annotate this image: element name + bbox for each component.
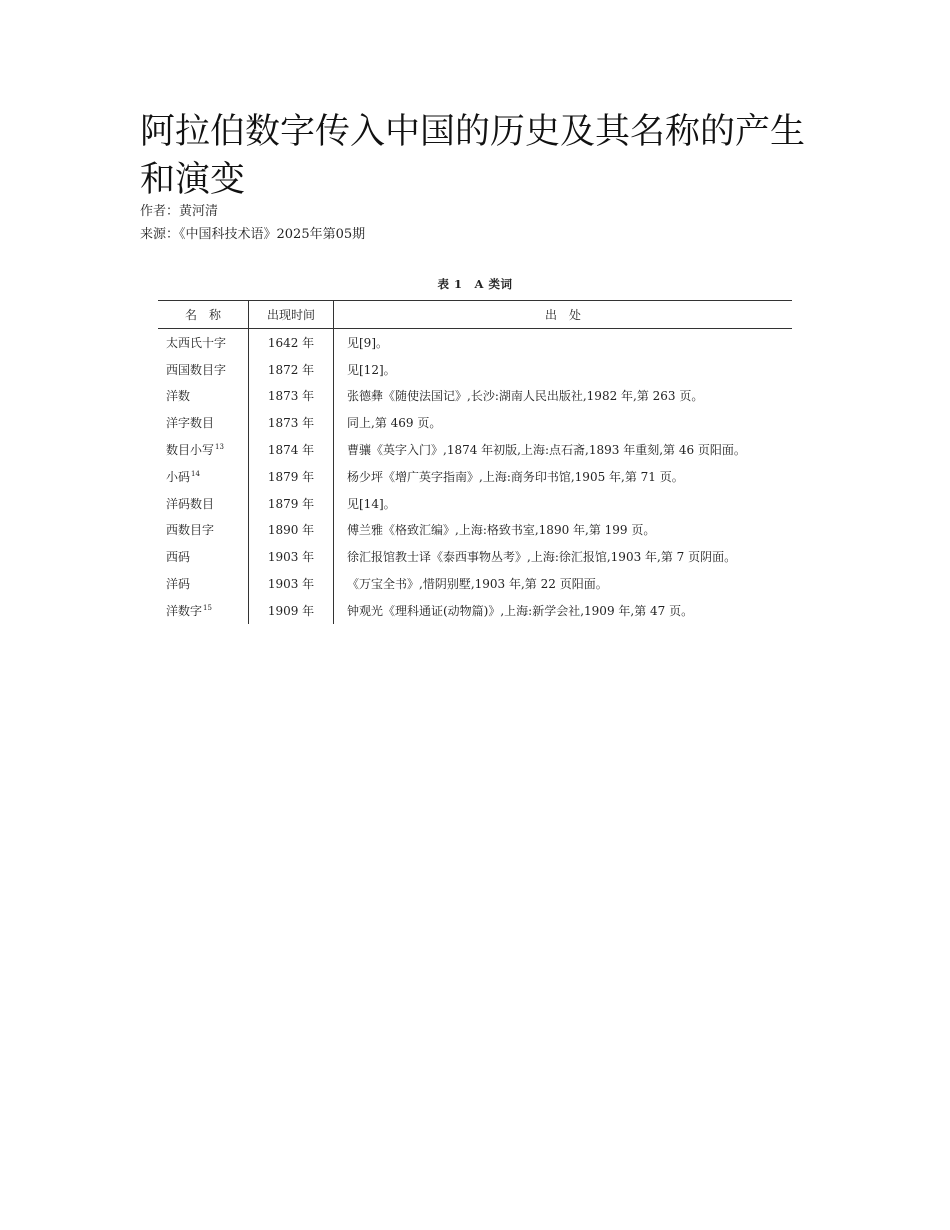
- term-name: 洋码数目: [166, 496, 215, 511]
- table-row: [158, 543, 792, 570]
- cell-name: [158, 409, 249, 436]
- term-name: 洋数字: [166, 603, 203, 618]
- term-name: 洋数: [166, 389, 191, 404]
- cell-year: 1879 年: [249, 463, 334, 490]
- cell-name: [158, 570, 249, 597]
- table-figure: [158, 272, 792, 624]
- cell-name: [158, 329, 249, 356]
- cell-year: 1642 年: [249, 329, 334, 356]
- cell-year: 1874 年: [249, 436, 334, 463]
- table-row: [158, 329, 792, 356]
- article-title: 阿拉伯数字传入中国的历史及其名称的产生和演变: [140, 112, 806, 200]
- footnote-marker: 13: [215, 443, 224, 452]
- term-name: 西数目字: [166, 523, 215, 538]
- footnote-marker: 14: [191, 469, 200, 478]
- header-name: 名 称: [158, 301, 249, 329]
- cell-year: 1873 年: [249, 409, 334, 436]
- cell-source: 同上,第 469 页。: [347, 416, 442, 431]
- table-row: [158, 490, 792, 517]
- header-source: 出 处: [334, 301, 793, 329]
- term-name: 小码: [166, 469, 191, 484]
- cell-source: 钟观光《理科通证(动物篇)》,上海:新学会社,1909 年,第 47 页。: [347, 603, 694, 618]
- table-row: [158, 463, 792, 490]
- cell-name: [158, 517, 249, 544]
- cell-name: [158, 436, 249, 463]
- cell-source: 杨少坪《增广英字指南》,上海:商务印书馆,1905 年,第 71 页。: [347, 469, 684, 484]
- cell-name: [158, 543, 249, 570]
- table-row: [158, 383, 792, 410]
- cell-year: 1903 年: [249, 570, 334, 597]
- term-name: 洋码: [166, 577, 191, 592]
- table-caption: 表 1 A 类词: [437, 277, 513, 291]
- table-row: [158, 356, 792, 383]
- article-source: 来源：《中国科技术语》2025年第05期: [140, 227, 366, 242]
- terms-table: [158, 300, 792, 624]
- term-name: 西国数目字: [166, 362, 227, 377]
- cell-source: 见[9]。: [347, 335, 388, 350]
- cell-source: 《万宝全书》,惜阴别墅,1903 年,第 22 页阳面。: [347, 577, 608, 592]
- cell-year: 1872 年: [249, 356, 334, 383]
- table-header-row: [158, 301, 792, 329]
- term-name: 洋字数目: [166, 416, 215, 431]
- cell-name: [158, 490, 249, 517]
- cell-source: 傅兰雅《格致汇编》,上海:格致书室,1890 年,第 199 页。: [347, 523, 656, 538]
- cell-year: 1909 年: [249, 597, 334, 624]
- cell-name: [158, 383, 249, 410]
- cell-source: 徐汇报馆教士译《泰西事物丛考》,上海:徐汇报馆,1903 年,第 7 页阴面。: [347, 550, 737, 565]
- cell-source: 见[14]。: [347, 496, 396, 511]
- table-row: [158, 597, 792, 624]
- term-name: 数目小写: [166, 443, 215, 458]
- cell-year: 1903 年: [249, 543, 334, 570]
- table-row: [158, 517, 792, 544]
- cell-name: [158, 463, 249, 490]
- table-row: [158, 409, 792, 436]
- header-year: 出现时间: [249, 301, 334, 329]
- cell-year: 1879 年: [249, 490, 334, 517]
- term-name: 太西氏十字: [166, 335, 227, 350]
- cell-year: 1890 年: [249, 517, 334, 544]
- cell-source: 曹骧《英字入门》,1874 年初版,上海:点石斋,1893 年重刻,第 46 页阳面。: [347, 443, 746, 458]
- cell-name: [158, 356, 249, 383]
- cell-year: 1873 年: [249, 383, 334, 410]
- article-author: 作者：黄河清: [140, 204, 219, 219]
- cell-name: [158, 597, 249, 624]
- cell-source: 见[12]。: [347, 362, 396, 377]
- table-row: [158, 436, 792, 463]
- cell-source: 张德彝《随使法国记》,长沙:湖南人民出版社,1982 年,第 263 页。: [347, 389, 704, 404]
- table-row: [158, 570, 792, 597]
- table-body: [158, 329, 792, 624]
- term-name: 西码: [166, 550, 191, 565]
- footnote-marker: 15: [203, 603, 212, 612]
